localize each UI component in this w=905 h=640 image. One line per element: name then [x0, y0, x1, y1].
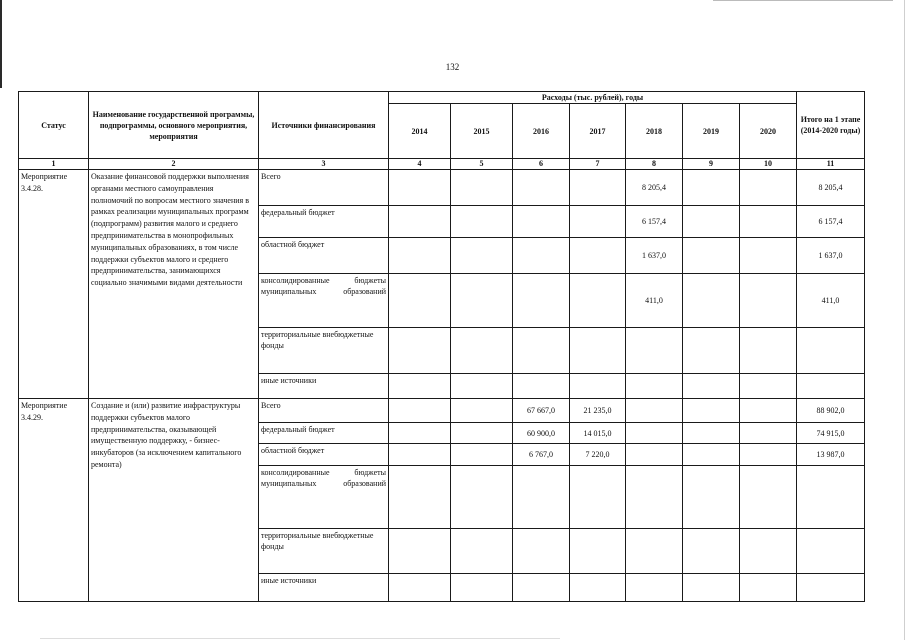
value-cell [570, 574, 626, 602]
value-cell [740, 574, 797, 602]
value-cell [451, 444, 513, 466]
value-cell [683, 399, 740, 423]
scan-edge-top [713, 0, 893, 1]
value-cell: 411,0 [626, 274, 683, 328]
value-cell [683, 423, 740, 444]
header-year: 2017 [570, 104, 626, 159]
value-cell [570, 466, 626, 529]
value-cell [740, 444, 797, 466]
header-total: Итого на 1 этапе (2014-2020 годы) [797, 92, 865, 159]
funding-source: областной бюджет [259, 238, 389, 274]
value-cell: 1 637,0 [626, 238, 683, 274]
value-cell [626, 399, 683, 423]
value-cell [683, 466, 740, 529]
table-row [19, 399, 865, 423]
value-cell [570, 274, 626, 328]
total-cell [797, 328, 865, 374]
column-number: 9 [683, 159, 740, 170]
value-cell [740, 274, 797, 328]
value-cell [683, 328, 740, 374]
total-cell: 6 157,4 [797, 206, 865, 238]
value-cell [389, 238, 451, 274]
header-name: Наименование государственной программы, подпрограммы, основного мероприятия, мероприятия [89, 92, 259, 159]
row-status: Мероприятие 3.4.29. [19, 399, 89, 602]
value-cell [389, 206, 451, 238]
funding-source: иные источники [259, 574, 389, 602]
value-cell [513, 170, 570, 206]
scan-edge-left [0, 0, 2, 88]
header-year: 2019 [683, 104, 740, 159]
table-row [19, 170, 865, 206]
value-cell [740, 399, 797, 423]
value-cell [740, 170, 797, 206]
value-cell: 21 235,0 [570, 399, 626, 423]
value-cell [626, 444, 683, 466]
total-cell: 8 205,4 [797, 170, 865, 206]
value-cell [513, 466, 570, 529]
value-cell [626, 466, 683, 529]
value-cell [389, 574, 451, 602]
value-cell [451, 466, 513, 529]
header-sources: Источники финансирования [259, 92, 389, 159]
value-cell [570, 206, 626, 238]
value-cell [451, 529, 513, 574]
value-cell: 6 157,4 [626, 206, 683, 238]
column-number: 10 [740, 159, 797, 170]
header-year: 2020 [740, 104, 797, 159]
column-number: 3 [259, 159, 389, 170]
total-cell: 411,0 [797, 274, 865, 328]
row-status: Мероприятие 3.4.28. [19, 170, 89, 399]
value-cell [740, 423, 797, 444]
total-cell: 13 987,0 [797, 444, 865, 466]
value-cell [683, 374, 740, 399]
total-cell [797, 574, 865, 602]
value-cell [451, 423, 513, 444]
column-number: 5 [451, 159, 513, 170]
value-cell [513, 529, 570, 574]
value-cell [451, 374, 513, 399]
value-cell [683, 274, 740, 328]
header-status: Статус [19, 92, 89, 159]
value-cell [570, 238, 626, 274]
value-cell: 14 015,0 [570, 423, 626, 444]
funding-source: консолидированные бюджеты муниципальных образований [259, 466, 389, 529]
value-cell [389, 444, 451, 466]
funding-source: Всего [259, 170, 389, 206]
header-year: 2014 [389, 104, 451, 159]
value-cell [683, 170, 740, 206]
value-cell [740, 374, 797, 399]
total-cell [797, 529, 865, 574]
value-cell [626, 328, 683, 374]
column-number: 8 [626, 159, 683, 170]
column-number: 4 [389, 159, 451, 170]
value-cell [626, 423, 683, 444]
value-cell [570, 374, 626, 399]
value-cell [570, 170, 626, 206]
value-cell [389, 374, 451, 399]
value-cell [513, 274, 570, 328]
scan-edge-bottom [40, 638, 560, 639]
value-cell [389, 274, 451, 328]
total-cell [797, 374, 865, 399]
value-cell [389, 328, 451, 374]
budget-table [18, 91, 865, 602]
value-cell [740, 328, 797, 374]
value-cell [451, 574, 513, 602]
column-number: 7 [570, 159, 626, 170]
value-cell [513, 238, 570, 274]
value-cell [626, 374, 683, 399]
value-cell [683, 444, 740, 466]
value-cell [389, 170, 451, 206]
total-cell [797, 466, 865, 529]
value-cell: 60 900,0 [513, 423, 570, 444]
value-cell [513, 374, 570, 399]
value-cell [683, 529, 740, 574]
funding-source: иные источники [259, 374, 389, 399]
value-cell [740, 529, 797, 574]
value-cell [389, 466, 451, 529]
total-cell: 74 915,0 [797, 423, 865, 444]
value-cell [626, 574, 683, 602]
value-cell [683, 574, 740, 602]
value-cell [389, 399, 451, 423]
value-cell [740, 466, 797, 529]
value-cell [683, 238, 740, 274]
funding-source: территориальные внебюджетные фонды [259, 529, 389, 574]
funding-source: федеральный бюджет [259, 206, 389, 238]
value-cell: 7 220,0 [570, 444, 626, 466]
funding-source: территориальные внебюджетные фонды [259, 328, 389, 374]
value-cell [451, 206, 513, 238]
total-cell: 88 902,0 [797, 399, 865, 423]
value-cell [513, 574, 570, 602]
value-cell [683, 206, 740, 238]
page-number: 132 [445, 62, 460, 72]
value-cell [570, 529, 626, 574]
column-number: 2 [89, 159, 259, 170]
value-cell [740, 238, 797, 274]
value-cell [740, 206, 797, 238]
header-year: 2016 [513, 104, 570, 159]
row-name: Оказание финансовой поддержки выполнения органами местного самоуправления полномочий по вопросам местного значения в рамках реализации муниципальных программ (подпрограмм) развития малого и среднего предпринимательства в монопрофильных муниципальных образованиях, в том числе поддержки субъектов малого и среднего предпринимательства, занимающихся социально значимыми видами деятельности [89, 170, 259, 399]
value-cell [626, 529, 683, 574]
header-year: 2015 [451, 104, 513, 159]
column-number: 1 [19, 159, 89, 170]
funding-source: Всего [259, 399, 389, 423]
value-cell: 8 205,4 [626, 170, 683, 206]
value-cell: 6 767,0 [513, 444, 570, 466]
header-year: 2018 [626, 104, 683, 159]
value-cell [513, 328, 570, 374]
value-cell [451, 238, 513, 274]
column-number: 11 [797, 159, 865, 170]
value-cell [389, 423, 451, 444]
value-cell [570, 328, 626, 374]
column-number: 6 [513, 159, 570, 170]
funding-source: консолидированные бюджеты муниципальных образований [259, 274, 389, 328]
value-cell [451, 328, 513, 374]
header-expenses: Расходы (тыс. рублей), годы [389, 92, 797, 104]
value-cell: 67 667,0 [513, 399, 570, 423]
total-cell: 1 637,0 [797, 238, 865, 274]
funding-source: федеральный бюджет [259, 423, 389, 444]
value-cell [451, 274, 513, 328]
value-cell [451, 170, 513, 206]
value-cell [389, 529, 451, 574]
value-cell [513, 206, 570, 238]
value-cell [451, 399, 513, 423]
row-name: Создание и (или) развитие инфраструктуры поддержки субъектов малого предпринимательства, оказывающей имущественную поддержку, - бизнес-инкубаторов (за исключением капитального ремонта) [89, 399, 259, 602]
funding-source: областной бюджет [259, 444, 389, 466]
